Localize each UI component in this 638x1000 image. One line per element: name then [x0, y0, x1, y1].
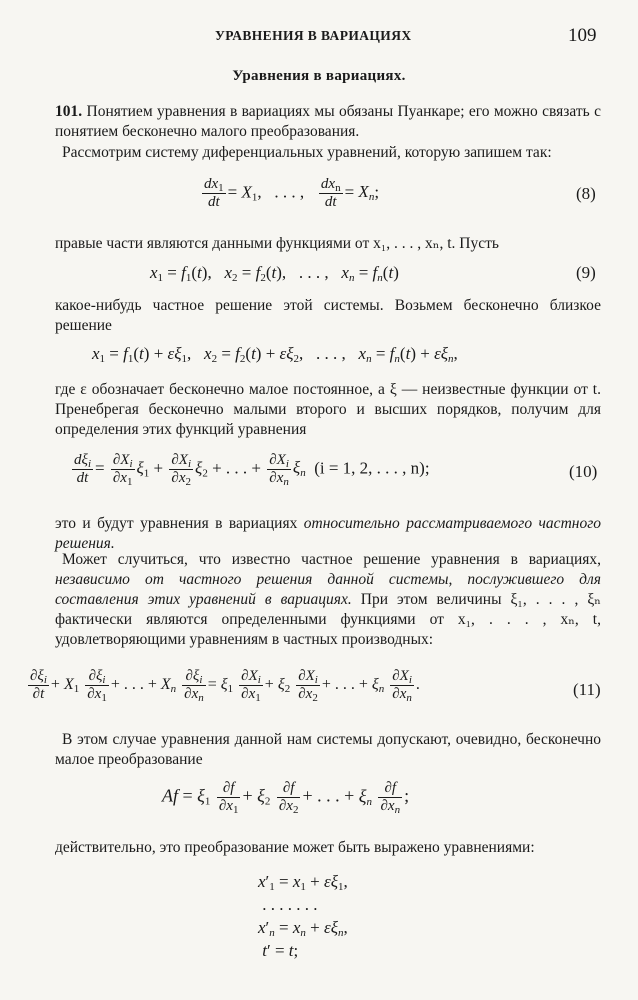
paragraph-system: Рассмотрим систему диференциальных уравнений, которую запишем так:	[62, 144, 552, 161]
page-number: 109	[568, 25, 597, 46]
paragraph-variations-text: это и будут уравнения в вариациях	[55, 515, 304, 532]
equation-10-range: (i = 1, 2, . . . , n);	[314, 458, 430, 478]
paragraph-particular: какое-нибудь частное решение этой системы. Возьмем бесконечно близкое решение	[55, 297, 601, 334]
equation-9: $x_1 = f_1(t)$, $x_2 = f_2(t)$, . . . , $x_n = f_n(t)$	[150, 263, 399, 284]
paragraph-admits: В этом случае уравнения данной нам системы допускают, очевидно, бесконечно малое преобразование	[55, 731, 601, 768]
paragraph-epsilon: где ε обозначает бесконечно малое постоянное, а ξ — неизвестные функции от t. Пренебрегая бесконечно малыми второго и высших порядков, получим для определения этих функций уравнения	[55, 381, 601, 438]
section-number: 101.	[55, 103, 83, 120]
section-title: Уравнения в вариациях.	[232, 68, 406, 84]
equation-11-label: (11)	[573, 680, 601, 699]
equation-operator: $Af = \xi_1$ $\frac{\partial f}{\partial x_1}$ + $\xi_2$ $\frac{\partial f}{\partial x_2}$ + . . . + $\xi_n$ $\frac{\partial f}{\partial x_n}$ ;	[162, 780, 410, 816]
equation-8-label: (8)	[576, 184, 596, 203]
equation-11: $\frac{\partial\xi_i}{\partial t}$ + $X_1$ $\frac{\partial\xi_i}{\partial x_1}$ + . . . + $X_n$ $\frac{\partial\xi_i}{\partial x_n}$ = $\xi_1$ $\frac{\partial X_i}{\partial x_1}$ + $\xi_2$ $\frac{\partial X_i}{\partial x_2}$ + . . . + $\xi_n$ $\frac{\partial X_i}{\partial x_n}$ .	[30, 668, 420, 704]
equation-10: $\frac{d\xi_i}{dt}$ = $\frac{\partial X_i}{\partial x_1}$ $\xi_1$ + $\frac{\partial X_i}{\partial x_2}$ $\xi_2$ + . . . + $\frac{\partial X_i}{\partial x_n}$ $\xi_n$ (i = 1, 2, . . . , n);	[74, 452, 430, 488]
paragraph-may-happen-text: Может случиться, что известно частное решение уравнения в вариациях,	[62, 551, 601, 568]
paragraph-variations-italic: относительно рассматриваемого частного решения.	[55, 515, 601, 552]
equation-near-solution: $x_1 = f_1(t) + \varepsilon\xi_1$, $x_2 = f_2(t) + \varepsilon\xi_2$, . . . , $x_n = f_n(t) + \varepsilon\xi_n$,	[92, 344, 458, 365]
paragraph-may-happen-italic: независимо от частного решения данной системы, послужившего для составления этих уравнений в вариациях.	[55, 571, 601, 608]
paragraph-indeed: действительно, это преобразование может быть выражено уравнениями:	[55, 839, 535, 856]
paragraph-variations	[55, 514, 601, 554]
paragraph-intro-text: Понятием уравнения в вариациях мы обязаны Пуанкаре; его можно связать с понятием бесконечно малого преобразования.	[55, 103, 601, 140]
paragraph-rhs: правые части являются данными функциями от x₁, . . . , xₙ, t. Пусть	[55, 235, 499, 252]
equation-10-label: (10)	[569, 462, 598, 481]
running-head: УРАВНЕНИЯ В ВАРИАЦИЯХ	[215, 28, 412, 43]
equation-9-label: (9)	[576, 263, 596, 282]
paragraph-intro	[55, 102, 601, 142]
equation-8: $\frac{dx_1}{dt}$ = $X_1$, . . . , $\frac{dx_n}{dt}$ = $X_n$;	[204, 176, 380, 210]
paragraph-may-happen	[55, 550, 601, 650]
paragraph-may-happen-tail: При этом величины ξ₁, . . . , ξₙ фактически являются определенными функциями от x₁, . . . , xₙ, t, удовлетворяющими уравнениям в частных производных:	[55, 591, 601, 648]
equation-transformation: $x'_1 = x_1 + \varepsilon\xi_1$, . . . . . . . $x'_n = x_n + \varepsilon\xi_n$, t′ = t;	[258, 872, 348, 960]
